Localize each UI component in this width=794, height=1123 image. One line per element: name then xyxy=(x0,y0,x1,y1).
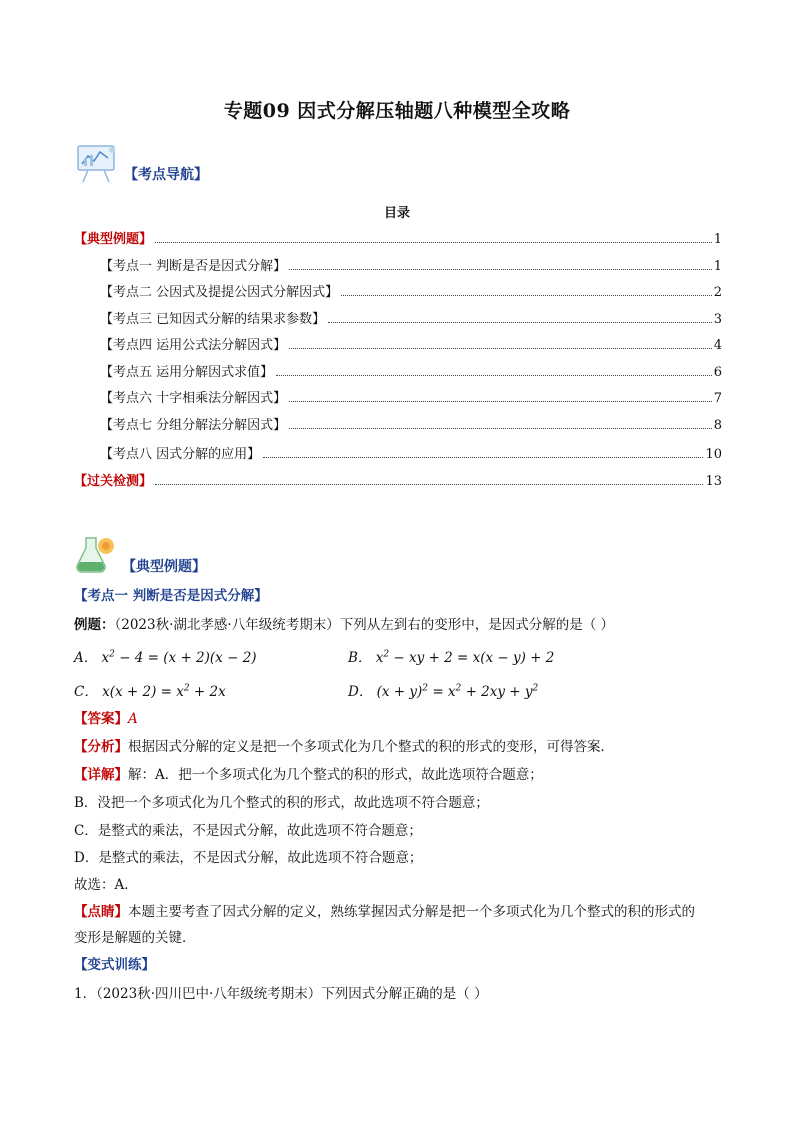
toc-title: 目录 xyxy=(383,206,410,221)
option-a-label: A． xyxy=(74,650,98,666)
answer-label: 【答案】 xyxy=(74,711,128,727)
toc-entry[interactable] xyxy=(100,309,722,327)
detail-label: 【详解】 xyxy=(74,767,128,783)
examples-label: 【典型例题】 xyxy=(122,559,206,575)
toc-entry-page: 7 xyxy=(713,391,722,406)
option-a xyxy=(74,646,257,666)
option-d-formula: $(x + y)^2 = x^2 + 2xy + y^2$ xyxy=(376,683,539,700)
toc-entry[interactable] xyxy=(100,256,722,274)
toc-entry-page: 4 xyxy=(713,338,722,353)
page-title: 专题09 因式分解压轴题八种模型全攻略 xyxy=(223,100,571,122)
toc-entry-page: 13 xyxy=(705,474,722,489)
option-c-label: C． xyxy=(74,684,98,700)
example-text: （2023秋·湖北孝感·八年级统考期末）下列从左到右的变形中，是因式分解的是（ ） xyxy=(114,617,614,633)
detail-line xyxy=(74,766,734,784)
nav-label: 【考点导航】 xyxy=(124,167,208,183)
dianjing-text-2: 变形是解题的关键． xyxy=(74,930,196,946)
toc-entry-text: 【考点二 公因式及提提公因式分解因式】 xyxy=(100,285,339,300)
option-b xyxy=(348,646,554,666)
toc-entry[interactable] xyxy=(100,415,722,433)
detail-d: D．是整式的乘法，不是因式分解，故此选项不符合题意； xyxy=(74,850,423,866)
practice-label: 【变式训练】 xyxy=(74,957,155,973)
option-b-formula: $x^2$ − xy + 2 = x(x − y) + 2 xyxy=(375,649,555,666)
whiteboard-icon xyxy=(74,142,120,184)
toc-entry[interactable] xyxy=(74,471,722,489)
dianjing-line xyxy=(74,903,734,921)
toc-leader-dots xyxy=(289,401,712,402)
toc-entry-text: 【典型例题】 xyxy=(74,232,153,247)
example-question xyxy=(74,616,734,634)
dianjing-label: 【点睛】 xyxy=(74,904,128,920)
toc-entry-text: 【考点四 运用公式法分解因式】 xyxy=(100,338,287,353)
toc-entry-page: 3 xyxy=(713,312,722,327)
toc-entry[interactable] xyxy=(100,444,722,462)
toc-entry-page: 6 xyxy=(713,365,722,380)
toc-entry-page: 8 xyxy=(713,418,722,433)
option-c-formula: $x(x + 2) = x^2 + 2x$ xyxy=(102,683,226,700)
kaodian-one-heading: 【考点一 判断是否是因式分解】 xyxy=(74,588,268,604)
option-d-label: D． xyxy=(348,684,373,700)
toc-entry-text: 【考点五 运用分解因式求值】 xyxy=(100,365,274,380)
toc-entry[interactable] xyxy=(100,282,722,300)
detail-c: C．是整式的乘法，不是因式分解，故此选项不符合题意； xyxy=(74,823,422,839)
option-b-label: B． xyxy=(348,650,372,666)
toc-leader-dots xyxy=(341,295,712,296)
dianjing-text-1: 本题主要考查了因式分解的定义，熟练掌握因式分解是把一个多项式化为几个整式的积的形式的 xyxy=(128,904,695,920)
toc-leader-dots xyxy=(328,322,712,323)
toc-entry-text: 【考点三 已知因式分解的结果求参数】 xyxy=(100,312,326,327)
toc-entry[interactable] xyxy=(100,388,722,406)
toc-entry[interactable] xyxy=(100,335,722,353)
toc-entry-page: 2 xyxy=(713,285,722,300)
toc-leader-dots xyxy=(289,428,712,429)
answer-value: A xyxy=(128,711,138,727)
toc-entry-text: 【考点七 分组分解法分解因式】 xyxy=(100,418,287,433)
analysis-text: 根据因式分解的定义是把一个多项式化为几个整式的积的形式的变形，可得答案． xyxy=(128,739,614,755)
choose-line: 故选：A． xyxy=(74,877,138,893)
flask-icon xyxy=(72,532,118,576)
toc-leader-dots xyxy=(155,242,712,243)
option-c xyxy=(74,680,226,700)
nav-section-header xyxy=(74,142,208,184)
detail-b: B．没把一个多项式化为几个整式的积的形式，故此选项不符合题意； xyxy=(74,795,489,811)
toc-entry-page: 10 xyxy=(705,447,722,462)
toc-entry-text: 【考点一 判断是否是因式分解】 xyxy=(100,259,287,274)
toc-leader-dots xyxy=(289,348,712,349)
toc-entry-page: 1 xyxy=(713,259,722,274)
answer-line xyxy=(74,710,734,728)
analysis-label: 【分析】 xyxy=(74,739,128,755)
toc-entry-text: 【考点八 因式分解的应用】 xyxy=(100,447,261,462)
question-one: 1．（2023秋·四川巴中·八年级统考期末）下列因式分解正确的是（ ） xyxy=(74,986,488,1002)
examples-section-header xyxy=(72,532,206,576)
example-prefix: 例题： xyxy=(74,617,115,633)
toc-leader-dots xyxy=(276,375,712,376)
toc-leader-dots xyxy=(263,457,703,458)
option-d xyxy=(348,680,538,700)
toc-entry[interactable] xyxy=(74,229,722,247)
toc-entry-text: 【过关检测】 xyxy=(74,474,153,489)
toc-leader-dots xyxy=(289,269,712,270)
toc-entry-text: 【考点六 十字相乘法分解因式】 xyxy=(100,391,287,406)
analysis-line xyxy=(74,738,734,756)
toc-entry-page: 1 xyxy=(713,232,722,247)
toc-leader-dots xyxy=(155,484,703,485)
detail-text: 解：A．把一个多项式化为几个整式的积的形式，故此选项符合题意； xyxy=(128,767,543,783)
option-a-formula: $x^2 - 4 = (x + 2)(x - 2)$ xyxy=(101,649,257,666)
toc-entry[interactable] xyxy=(100,362,722,380)
